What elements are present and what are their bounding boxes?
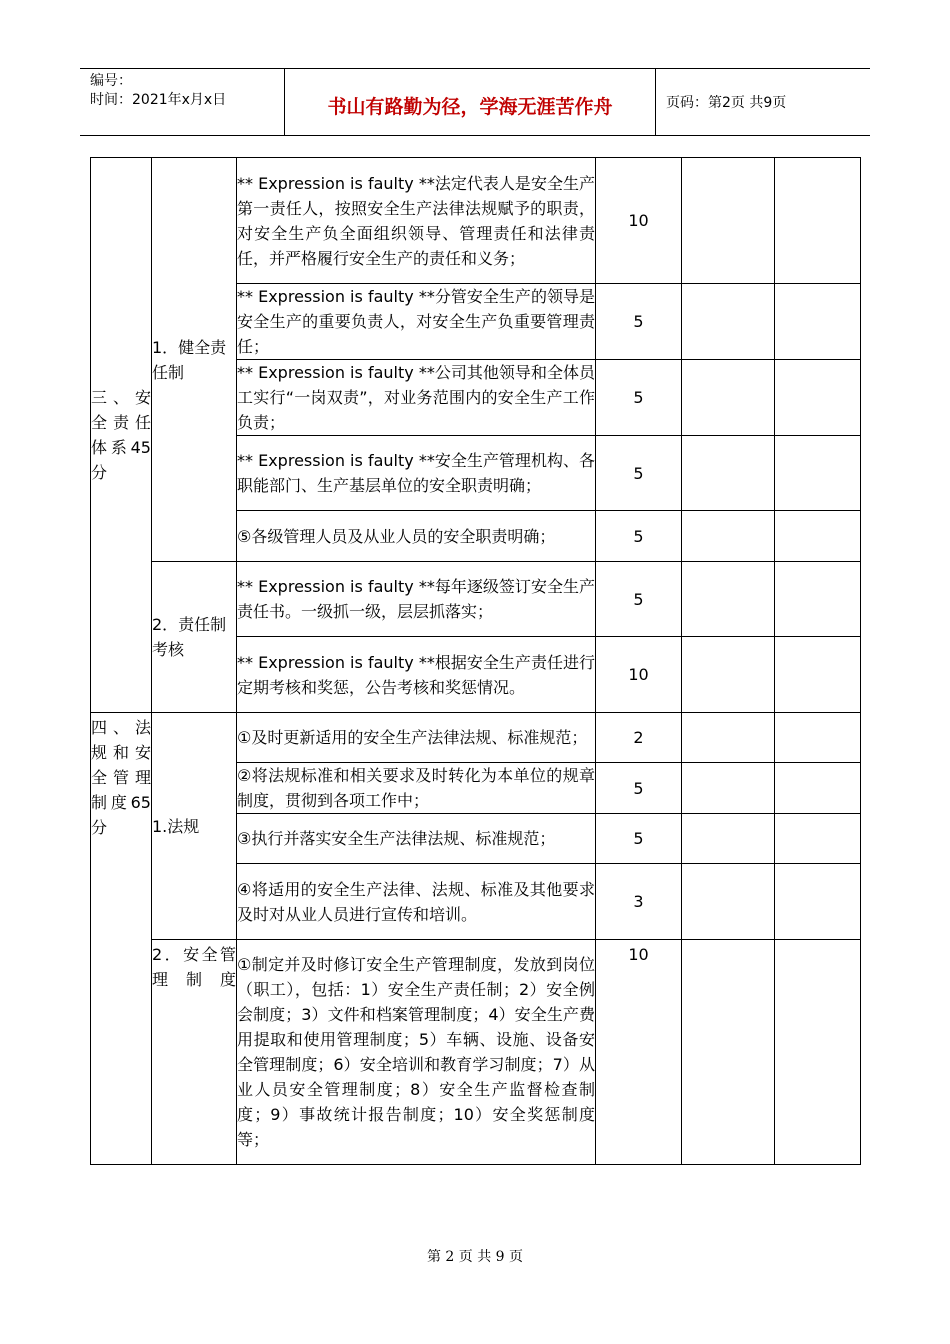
group-title: 2．责任制考核 xyxy=(152,562,237,713)
item-text: ** Expression is faulty **法定代表人是安全生产第一责任人，按照安全生产法律法规赋予的职责，对安全生产负全面组织领导、管理责任和法律责任，并严格履行安全生产的责任和义务； xyxy=(237,158,596,284)
item-score: 5 xyxy=(596,763,682,814)
blank-cell xyxy=(775,158,861,284)
item-text: ** Expression is faulty **分管安全生产的领导是安全生产的重要负责人，对安全生产负重要管理责任； xyxy=(237,284,596,360)
item-score: 10 xyxy=(596,158,682,284)
item-score: 3 xyxy=(596,864,682,940)
table-row xyxy=(91,713,861,763)
blank-cell xyxy=(682,158,775,284)
item-text: ①制定并及时修订安全生产管理制度，发放到岗位（职工），包括：1）安全生产责任制；2）安全例会制度；3）文件和档案管理制度；4）安全生产费用提取和使用管理制度；5）车辆、设施、设备安全管理制度；6）安全培训和教育学习制度；7）从业人员安全管理制度；8）安全生产监督检查制度；9）事故统计报告制度；10）安全奖惩制度等； xyxy=(237,940,596,1165)
page-header xyxy=(80,68,870,136)
item-score: 5 xyxy=(596,814,682,864)
group-title: 1．健全责任制 xyxy=(152,158,237,562)
item-score: 5 xyxy=(596,511,682,562)
item-score: 10 xyxy=(596,637,682,713)
blank-cell xyxy=(775,814,861,864)
blank-cell xyxy=(775,864,861,940)
item-text: ③执行并落实安全生产法律法规、标准规范； xyxy=(237,814,596,864)
blank-cell xyxy=(775,940,861,1165)
item-text: ** Expression is faulty **安全生产管理机构、各职能部门、生产基层单位的安全职责明确； xyxy=(237,436,596,511)
item-score: 5 xyxy=(596,562,682,637)
blank-cell xyxy=(682,713,775,763)
item-score: 5 xyxy=(596,436,682,511)
blank-cell xyxy=(682,436,775,511)
blank-cell xyxy=(682,763,775,814)
page-footer: 第 2 页 共 9 页 xyxy=(426,1249,524,1265)
blank-cell xyxy=(682,511,775,562)
document-date: 时间：2021年x月x日 xyxy=(90,92,227,108)
blank-cell xyxy=(682,562,775,637)
blank-cell xyxy=(682,940,775,1165)
blank-cell xyxy=(775,637,861,713)
section-title: 四、法规和安全管理制度65分 xyxy=(91,713,152,1165)
item-score: 5 xyxy=(596,360,682,436)
table-row xyxy=(91,158,861,284)
item-text: ①及时更新适用的安全生产法律法规、标准规范； xyxy=(237,713,596,763)
blank-cell xyxy=(682,864,775,940)
table-row xyxy=(91,562,861,637)
blank-cell xyxy=(775,436,861,511)
blank-cell xyxy=(775,284,861,360)
group-title: 2．安全管理制度 xyxy=(152,940,237,1165)
header-page-number: 页码：第2页 共9页 xyxy=(666,95,787,111)
blank-cell xyxy=(775,562,861,637)
assessment-table xyxy=(90,157,861,1165)
blank-cell xyxy=(775,763,861,814)
item-text: ** Expression is faulty **根据安全生产责任进行定期考核和奖惩，公告考核和奖惩情况。 xyxy=(237,637,596,713)
header-meta xyxy=(80,69,285,135)
blank-cell xyxy=(775,713,861,763)
item-text: ** Expression is faulty **公司其他领导和全体员工实行“一岗双责”，对业务范围内的安全生产工作负责； xyxy=(237,360,596,436)
table-row xyxy=(91,940,861,1165)
item-text: ④将适用的安全生产法律、法规、标准及其他要求及时对从业人员进行宣传和培训。 xyxy=(237,864,596,940)
item-text: ②将法规标准和相关要求及时转化为本单位的规章制度，贯彻到各项工作中； xyxy=(237,763,596,814)
item-score: 2 xyxy=(596,713,682,763)
item-score: 5 xyxy=(596,284,682,360)
header-motto: 书山有路勤为径，学海无涯苦作舟 xyxy=(285,69,656,135)
blank-cell xyxy=(682,814,775,864)
blank-cell xyxy=(775,360,861,436)
blank-cell xyxy=(682,360,775,436)
blank-cell xyxy=(775,511,861,562)
item-text: ** Expression is faulty **每年逐级签订安全生产责任书。一级抓一级，层层抓落实； xyxy=(237,562,596,637)
blank-cell xyxy=(682,637,775,713)
section-title: 三、安全责任体系45分 xyxy=(91,158,152,713)
item-score: 10 xyxy=(596,940,682,1165)
blank-cell xyxy=(682,284,775,360)
item-text: ⑤各级管理人员及从业人员的安全职责明确； xyxy=(237,511,596,562)
document-number-label: 编号： xyxy=(90,73,132,89)
group-title: 1.法规 xyxy=(152,713,237,940)
